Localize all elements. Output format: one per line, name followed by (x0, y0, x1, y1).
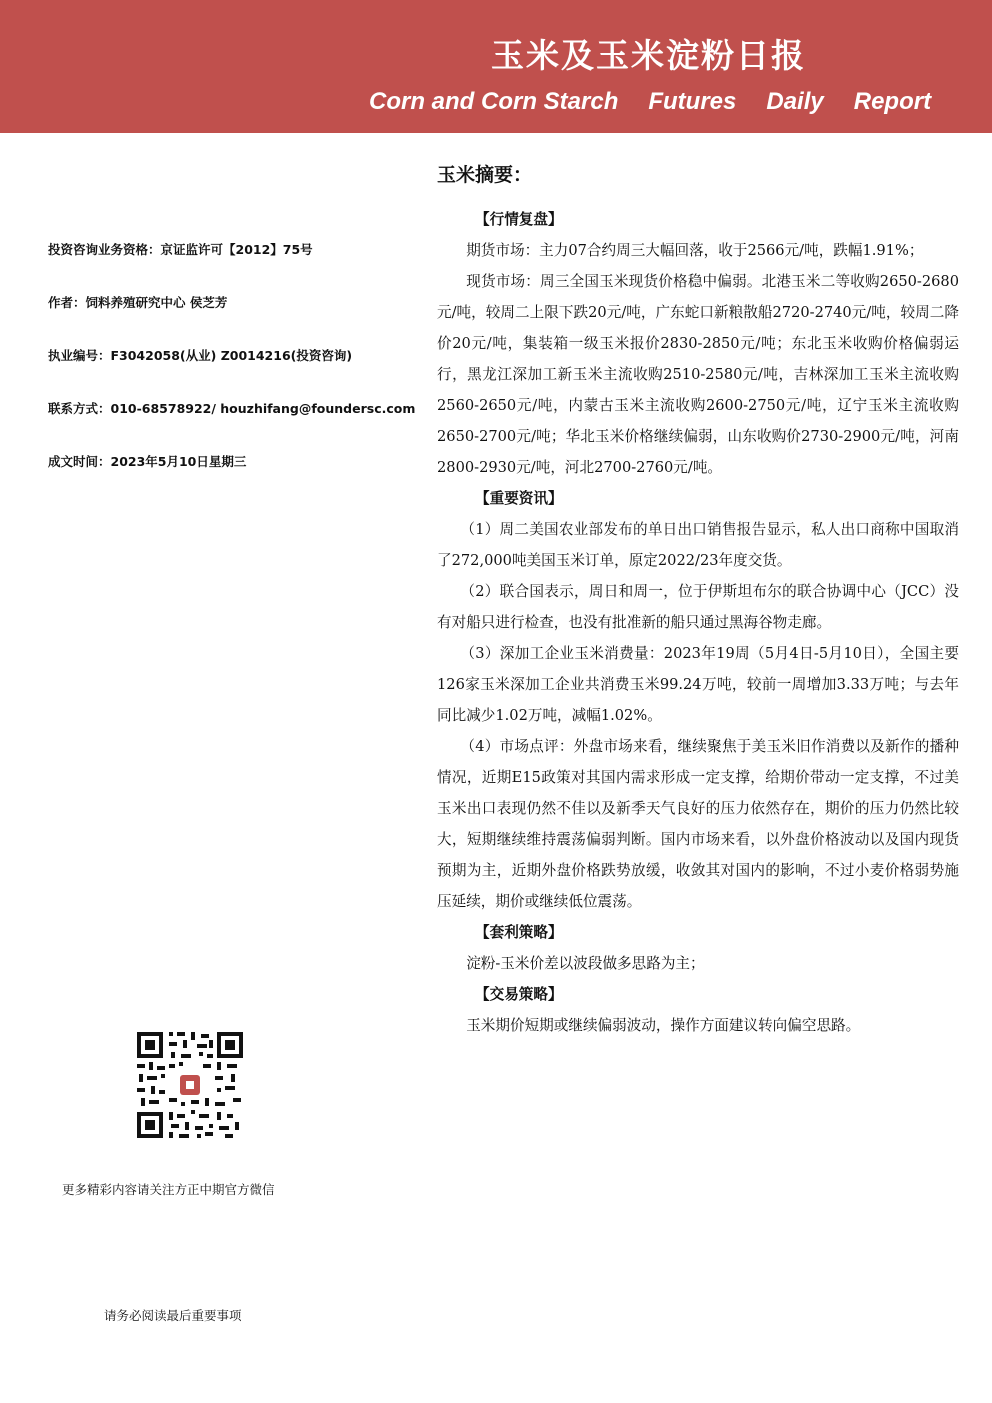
trading-heading: 【交易策略】 (475, 986, 563, 1003)
date-line: 成文时间：2023年5月10日星期三 (48, 454, 247, 469)
title-en-part: Futures (648, 88, 737, 115)
disclaimer-note: 请务必阅读最后重要事项 (104, 1308, 242, 1323)
spot-market-text: 现货市场：周三全国玉米现货价格稳中偏弱。北港玉米二等收购2650-2680元/吨，较周二上限下跌20元/吨，广东蛇口新粮散船2720-2740元/吨，较周二降价20元/吨，集装箱一级玉米报价2830-2850元/吨；东北玉米收购价格偏弱运行，黑龙江深加工新玉米主流收购2510-2580元/吨，吉林深加工玉米主流收购2560-2650元/吨，内蒙古玉米主流收购2600-2750元/吨，辽宁玉米主流收购2650-2700元/吨；华北玉米价格继续偏弱，山东收购价2730-2900元/吨，河南2800-2930元/吨，河北2700-2760元/吨。 (437, 273, 959, 476)
arbitrage-heading: 【套利策略】 (475, 924, 563, 941)
author-info (48, 240, 428, 505)
news-item: （2）联合国表示，周日和周一，位于伊斯坦布尔的联合协调中心（JCC）没有对船只进行检查，也没有批准新的船只通过黑海谷物走廊。 (437, 583, 959, 631)
title-en-part: Report (853, 88, 932, 115)
author-line: 作者：饲料养殖研究中心 侯芝芳 (48, 295, 228, 310)
title-en-part: Daily (766, 88, 824, 115)
news-item: （1）周二美国农业部发布的单日出口销售报告显示，私人出口商称中国取消了272,000吨美国玉米订单，原定2022/23年度交货。 (437, 521, 959, 569)
news-heading: 【重要资讯】 (475, 490, 563, 507)
title-en-part: Corn and Corn Starch (369, 88, 619, 115)
qr-caption: 更多精彩内容请关注方正中期官方微信 (62, 1182, 275, 1197)
market-review-heading: 【行情复盘】 (475, 211, 563, 228)
futures-market-text: 期货市场：主力07合约周三大幅回落，收于2566元/吨，跌幅1.91%； (466, 242, 924, 259)
news-item: （3）深加工企业玉米消费量：2023年19周（5月4日-5月10日），全国主要126家玉米深加工企业共消费玉米99.24万吨，较前一周增加3.33万吨；与去年同比减少1.02万吨，减幅1.02%。 (437, 645, 959, 724)
report-title-cn: 玉米及玉米淀粉日报 (491, 36, 806, 75)
news-item: （4）市场点评：外盘市场来看，继续聚焦于美玉米旧作消费以及新作的播种情况，近期E15政策对其国内需求形成一定支撑，给期价带动一定支撑，不过美玉米出口表现仍然不佳以及新季天气良好的压力依然存在，期价的压力仍然比较大，短期继续维持震荡偏弱判断。国内市场来看，以外盘价格波动以及国内现货预期为主，近期外盘价格跌势放缓，收敛其对国内的影响，不过小麦价格弱势施压延续，期价或继续低位震荡。 (437, 738, 959, 910)
trading-text: 玉米期价短期或继续偏弱波动，操作方面建议转向偏空思路。 (466, 1017, 861, 1034)
qr-code-icon (135, 1030, 245, 1140)
contact-line: 联系方式：010-68578922/ houzhifang@foundersc.com (48, 401, 416, 416)
report-header (0, 0, 992, 133)
summary-section (437, 160, 959, 1041)
section-title: 玉米摘要： (437, 164, 533, 186)
arbitrage-text: 淀粉-玉米价差以波段做多思路为主； (466, 955, 705, 972)
license-line: 执业编号：F3042058(从业) Z0014216(投资咨询) (48, 348, 353, 363)
report-title-en (369, 88, 931, 116)
qualification-line: 投资咨询业务资格：京证监许可【2012】75号 (48, 242, 313, 257)
